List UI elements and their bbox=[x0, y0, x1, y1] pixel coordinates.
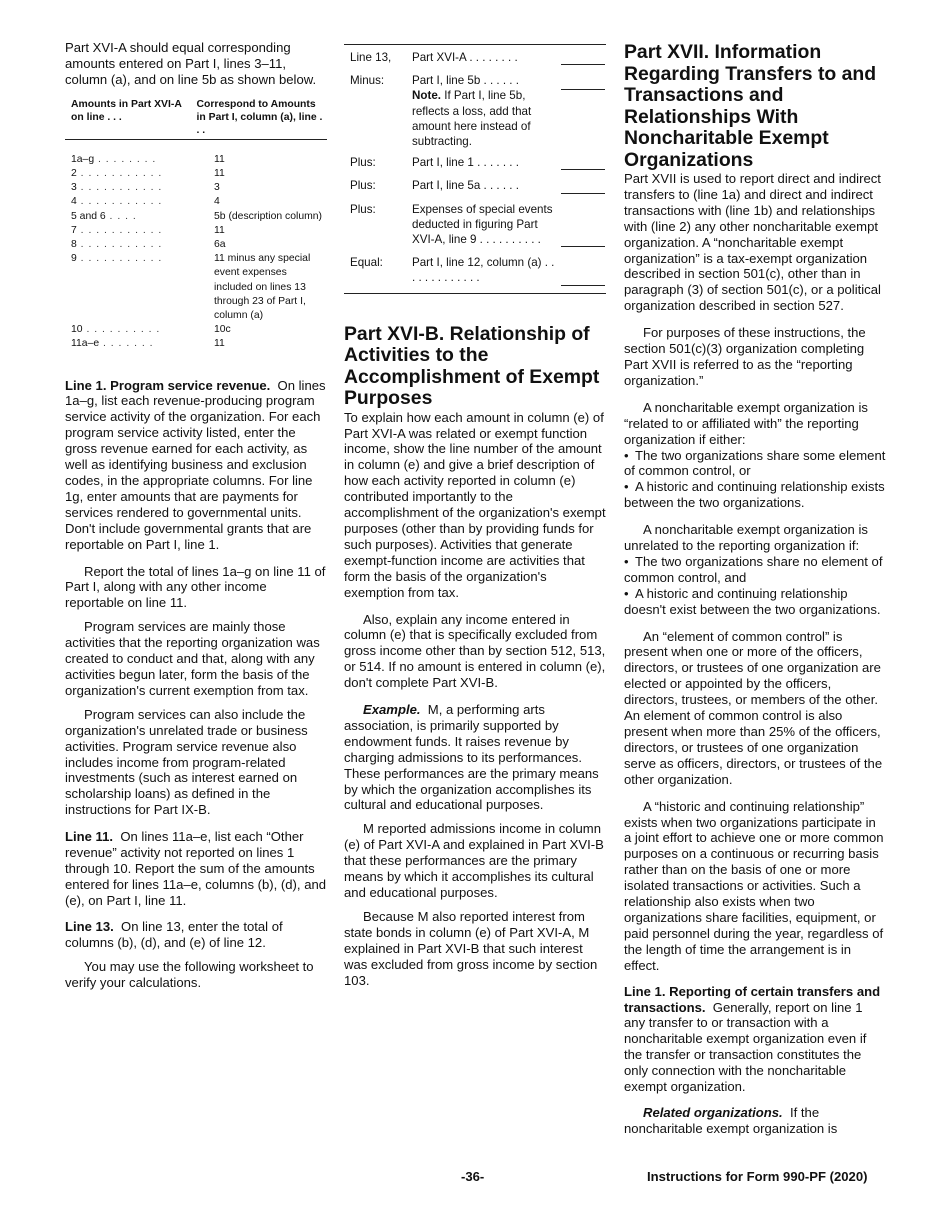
worksheet-entry-line bbox=[561, 192, 605, 194]
table-cell-part-i-line: 3 bbox=[214, 182, 220, 194]
worksheet-entry-line bbox=[561, 88, 605, 90]
table-cell-amount-line bbox=[71, 181, 214, 195]
paragraph-part-xvii-purpose: Part XVII is used to report direct and indirect transfers to (line 1a) and direct and indirect transactions with (line 1b) and relationships with (line 2) any other noncharitable exempt organization. A “noncharitable exempt organization” is a tax-exempt organization described in section 501(c), other than in paragraph (3) of section 501(c), or a political organization described in section 527. bbox=[624, 171, 881, 314]
leader-dots: . . . . . . . . . . bbox=[82, 324, 161, 336]
table-cell-amount-line bbox=[71, 224, 214, 238]
table-cell-amount-label: 3 bbox=[71, 182, 77, 194]
worksheet-note-text: If Part I, line 5b, reflects a loss, add that amount here instead of subtracting. bbox=[412, 89, 532, 149]
worksheet-row-label: Line 13, bbox=[350, 51, 392, 64]
worksheet-entry-line bbox=[561, 245, 605, 247]
table-cell-part-i-line: 11 bbox=[214, 224, 225, 236]
table-row bbox=[65, 224, 327, 238]
worksheet-row bbox=[344, 73, 606, 149]
line1-transfers-heading: Line 1. Reporting of certain transfers and transactions. bbox=[624, 983, 881, 1015]
paragraph-report-total: Report the total of lines 1a–g on line 11 of Part I, along with any other income reportable on line 11. bbox=[65, 563, 326, 611]
worksheet-row-desc bbox=[412, 73, 557, 149]
correspondence-table bbox=[65, 98, 327, 352]
column-left bbox=[65, 40, 327, 999]
line1-paragraph bbox=[65, 378, 327, 553]
table-cell-amount-label: 10 bbox=[71, 324, 83, 336]
column-middle bbox=[344, 40, 606, 996]
bullet-icon: • bbox=[624, 447, 629, 463]
line13-paragraph bbox=[65, 919, 327, 951]
related-organizations-heading: Related organizations. bbox=[643, 1104, 783, 1120]
paragraph-explain-excluded: Also, explain any income entered in column (e) that is specifically excluded from gross income other than by section 512, 513, or 514. If no amount is entered in column (e), don't complete Part XVI-B. bbox=[344, 611, 606, 691]
table-row bbox=[65, 153, 327, 167]
paragraph-worksheet-intro: You may use the following worksheet to verify your calculations. bbox=[65, 959, 314, 991]
line1-text: On lines 1a–g, list each revenue-producing program service activity of the organization. For each program service activity listed, enter the gross revenue earned for each activity, as well as identifying business and exclusion codes, in the appropriate columns. For line 1g, enter amounts that are payments for services rendered to governmental units. Don't include governmental grants that are reportable on Part I, line 1. bbox=[65, 377, 326, 552]
table-row bbox=[65, 238, 327, 252]
table-cell-amount-line bbox=[71, 153, 214, 167]
table-cell-amount-label: 11a–e bbox=[71, 338, 100, 350]
table-cell-part-i-line: 11 bbox=[214, 167, 225, 179]
paragraph-program-services-include: Program services can also include the organization's unrelated trade or business activities. Program service revenue also includes income from program-related investments (such as interest earned on scholarship loans) as defined in the instructions for Part IX-B. bbox=[65, 706, 308, 818]
table-cell-amount-line bbox=[71, 238, 214, 252]
worksheet-row-label: Plus: bbox=[350, 179, 376, 193]
column-right bbox=[624, 40, 886, 1145]
example-paragraph bbox=[344, 702, 606, 813]
worksheet-row-label: Minus: bbox=[350, 74, 385, 88]
leader-dots: . . . . bbox=[105, 210, 137, 222]
worksheet-row-label: Plus: bbox=[350, 156, 376, 170]
table-row bbox=[65, 210, 327, 224]
worksheet-entry-line bbox=[561, 284, 605, 286]
table-header-amounts: Amounts in Part XVI-A on line . . . bbox=[71, 98, 182, 123]
worksheet-row bbox=[344, 255, 606, 285]
table-header bbox=[65, 98, 327, 140]
bullet-icon: • bbox=[624, 553, 629, 569]
table-cell-amount-line bbox=[71, 195, 214, 209]
worksheet-row-label: Plus: bbox=[350, 202, 376, 216]
paragraph-program-services: Program services are mainly those activities that the reporting organization was created to conduct and that, along with any activities begun later, form the basis of the organization's current exemption from tax. bbox=[65, 619, 320, 698]
worksheet bbox=[344, 44, 606, 294]
bullet-text: The two organizations share some element of common control, or bbox=[624, 447, 886, 479]
table-cell-part-i-line: 11 minus any special event expenses included on lines 13 through 23 of Part I, column (a) bbox=[214, 253, 311, 321]
paragraph-common-control: An “element of common control” is present when one or more of the officers, directors, or trustees of one organization are elected or appointed by the officers, directors, trustees, or members of the other. An element of common control is also present when more than 25% of the officers, directors, or trustees of one organization serve as officers, directors, or trustees of the other organization. bbox=[624, 628, 883, 787]
line1-transfers-text: Generally, report on line 1 any transfer to or transaction with a noncharitable exempt organization even if the transfer or transaction constitutes the only connection with the noncharitable exempt organization. bbox=[624, 999, 867, 1095]
leader-dots: . . . . . . . . . . . bbox=[76, 182, 163, 194]
table-cell-amount-line bbox=[71, 210, 214, 224]
worksheet-row bbox=[344, 202, 606, 248]
table-cell-amount-label: 1a–g bbox=[71, 153, 95, 165]
example-heading: Example. bbox=[363, 702, 421, 718]
worksheet-note bbox=[412, 88, 557, 149]
bullet-item bbox=[624, 554, 886, 586]
worksheet-row-desc: Part I, line 12, column (a) . . . . . . . . . . . . . bbox=[412, 256, 555, 285]
leader-dots: . . . . . . . . . . . bbox=[76, 224, 163, 236]
part-xvii-heading: Part XVII. Information Regarding Transfers to and Transactions and Relationships With Noncharitable Exempt Organizations bbox=[624, 41, 877, 171]
paragraph-reporting-organization: For purposes of these instructions, the section 501(c)(3) organization completing Part XVII is referred to as the “reporting organization.” bbox=[624, 325, 866, 388]
line13-heading: Line 13. bbox=[65, 918, 114, 934]
worksheet-row-label: Equal: bbox=[350, 256, 383, 270]
paragraph-historic-relationship: A “historic and continuing relationship” exists when two organizations participate in a joint effort to achieve one or more common purposes on a continuous or recurring basis rather than on the basis of one or more isolated transactions or activities. Such a relationship also exists when two organizations share facilities, equipment, or paid personnel during the year, regardless of the length of time the arrangement is in effect. bbox=[624, 798, 884, 973]
intro-paragraph: Part XVI-A should equal corresponding amounts entered on Part I, lines 3–11, column (a), and on line 5b as shown below. bbox=[65, 40, 317, 87]
table-cell-amount-label: 9 bbox=[71, 253, 77, 265]
bullet-text: A historic and continuing relationship exists between the two organizations. bbox=[624, 479, 885, 511]
worksheet-row-desc: Expenses of special events deducted in figuring Part XVI-A, line 9 . . . . . . . . . . bbox=[412, 202, 553, 247]
worksheet-row-desc: Part I, line 5a . . . . . . bbox=[412, 179, 519, 193]
leader-dots: . . . . . . . . . . . bbox=[76, 238, 163, 250]
worksheet-entry-line bbox=[561, 63, 605, 65]
leader-dots: . . . . . . . . . . . bbox=[76, 196, 163, 208]
table-cell-part-i-line: 11 bbox=[214, 153, 225, 165]
table-row bbox=[65, 167, 327, 181]
related-organizations-text: If the noncharitable exempt organization is bbox=[624, 1104, 838, 1136]
worksheet-row-desc-text: Part I, line 5b . . . . . . bbox=[412, 74, 519, 88]
table-row bbox=[65, 323, 327, 337]
paragraph-unrelated-if: A noncharitable exempt organization is unrelated to the reporting organization if: bbox=[624, 522, 868, 554]
worksheet-row bbox=[344, 178, 606, 193]
table-cell-amount-label: 8 bbox=[71, 238, 77, 250]
table-cell-amount-label: 4 bbox=[71, 196, 77, 208]
bullet-item bbox=[624, 448, 886, 480]
table-cell-amount-line bbox=[71, 167, 214, 181]
page-number: -36- bbox=[461, 1169, 485, 1184]
table-row bbox=[65, 181, 327, 195]
line1-transfers-paragraph bbox=[624, 984, 886, 1095]
paragraph-admissions: M reported admissions income in column (e) of Part XVI-A and explained in Part XVI-B that these performances are the primary means by which it accomplishes its cultural and educational purposes. bbox=[344, 821, 604, 901]
bullet-item bbox=[624, 586, 886, 618]
table-cell-amount-line bbox=[71, 323, 214, 337]
leader-dots: . . . . . . . . . . . bbox=[76, 167, 163, 179]
worksheet-row bbox=[344, 155, 606, 170]
table-cell-amount-line bbox=[71, 337, 214, 351]
line11-paragraph bbox=[65, 829, 327, 909]
table-cell-part-i-line: 10c bbox=[214, 324, 231, 336]
table-cell-amount-label: 5 and 6 bbox=[71, 210, 106, 222]
worksheet-row bbox=[344, 50, 606, 65]
bullet-text: The two organizations share no element of common control, and bbox=[624, 553, 883, 585]
leader-dots: . . . . . . . . bbox=[94, 153, 157, 165]
table-cell-amount-label: 7 bbox=[71, 224, 77, 236]
example-text: M, a performing arts association, is primarily supported by endowment funds. It raises revenue by charging admissions to its performances. These performances are the primary means by which the organization accomplishes its cultural and educational purposes. bbox=[344, 702, 599, 813]
table-row bbox=[65, 252, 327, 323]
table-cell-amount-line bbox=[71, 252, 214, 323]
table-cell-part-i-line: 11 bbox=[214, 338, 225, 350]
paragraph-related-if: A noncharitable exempt organization is “related to or affiliated with” the reporting organization if either: bbox=[624, 399, 868, 447]
paragraph-explain-amounts: To explain how each amount in column (e) of Part XVI-A was related or exempt function income, show the line number of the amount in column (e) and give a brief description of how each activity reported in column (e) contributed importantly to the accomplishment of the organization's exempt purposes (other than by providing funds for such purposes). Activities that generate exempt-function income are activities that form the basis of the organization's exemption from tax. bbox=[344, 409, 606, 600]
line11-text: On lines 11a–e, list each “Other revenue” activity not reported on lines 1 through 10. Report the sum of the amounts entered for lines 11a–e, columns (b), (d), and (e), on Part I, line 11. bbox=[65, 829, 327, 908]
bullet-icon: • bbox=[624, 479, 629, 495]
table-header-correspond: Correspond to Amounts in Part I, column (a), line . . . bbox=[196, 98, 323, 136]
worksheet-row-desc: Part I, line 1 . . . . . . . bbox=[412, 156, 519, 170]
leader-dots: . . . . . . . bbox=[99, 338, 154, 350]
table-body bbox=[65, 153, 327, 352]
worksheet-note-heading: Note. bbox=[412, 89, 441, 103]
line13-text: On line 13, enter the total of columns (b), (d), and (e) of line 12. bbox=[65, 918, 283, 950]
part-xvi-b-heading: Part XVI-B. Relationship of Activities to the Accomplishment of Exempt Purposes bbox=[344, 322, 600, 410]
line1-heading: Line 1. Program service revenue. bbox=[65, 377, 271, 393]
table-cell-amount-label: 2 bbox=[71, 167, 77, 179]
line11-heading: Line 11. bbox=[65, 829, 114, 845]
bullet-text: A historic and continuing relationship doesn't exist between the two organizations. bbox=[624, 585, 881, 617]
related-organizations-paragraph bbox=[624, 1105, 886, 1137]
table-row bbox=[65, 337, 327, 351]
bullet-item bbox=[624, 479, 886, 511]
leader-dots: . . . . . . . . . . . bbox=[76, 253, 163, 265]
table-cell-part-i-line: 6a bbox=[214, 238, 226, 250]
table-cell-part-i-line: 4 bbox=[214, 196, 220, 208]
table-cell-part-i-line: 5b (description column) bbox=[214, 210, 322, 222]
worksheet-row-desc: Part XVI-A . . . . . . . . bbox=[412, 51, 518, 64]
paragraph-state-bonds: Because M also reported interest from state bonds in column (e) of Part XVI-A, M explained in Part XVI-B that such interest was excluded from gross income by section 103. bbox=[344, 908, 598, 988]
table-row bbox=[65, 195, 327, 209]
bullet-icon: • bbox=[624, 585, 629, 601]
footer-title: Instructions for Form 990-PF (2020) bbox=[647, 1169, 868, 1184]
worksheet-entry-line bbox=[561, 168, 605, 170]
